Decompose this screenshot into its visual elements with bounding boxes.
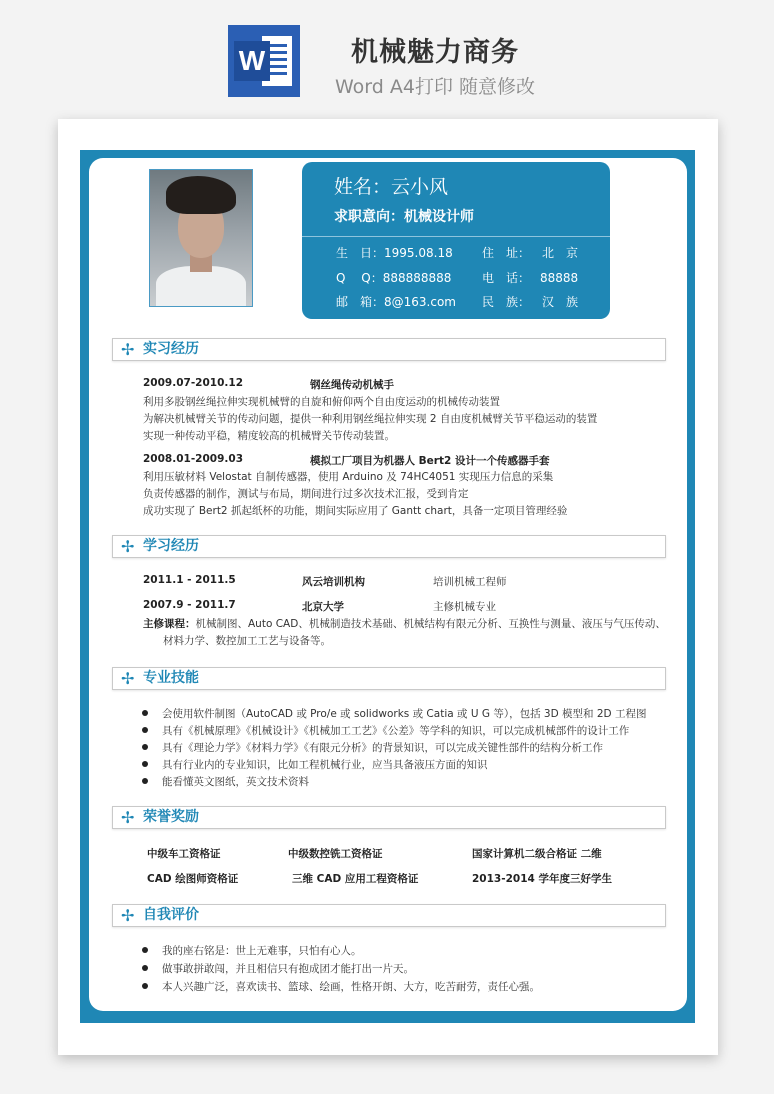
info-phone: 88888 (540, 271, 579, 285)
award-item: 2013-2014 学年度三好学生 (472, 873, 612, 885)
internship-line: 利用压敏材料 Velostat 自制传感器，使用 Arduino 及 74HC4051 实现压力信息的采集 (143, 471, 554, 483)
section-skills-header (112, 667, 666, 690)
skill-item: 具有《机械原理》《机械设计》《机械加工工艺》《公差》等学科的知识，可以完成机械部件的设计工作 (162, 725, 630, 737)
internship-role: 模拟工厂项目为机器人 Bert2 设计一个传感器手套 (310, 455, 550, 467)
info-birthday: 1995.08.18 (384, 246, 453, 260)
self-eval-item: 做事敢拼敢闯，并且相信只有抱成团才能打出一片天。 (162, 963, 414, 975)
info-label: 生 日： (336, 246, 385, 260)
skill-item: 具有《理论力学》《材料力学》《有限元分析》的背景知识，可以完成关键性部件的结构分析工作 (162, 742, 603, 754)
education-school: 北京大学 (302, 601, 344, 613)
section-title: 实习经历 (143, 341, 199, 357)
profile-intent: 求职意向：机械设计师 (334, 209, 474, 225)
bullet-icon (142, 761, 148, 767)
info-ethnicity: 汉 族 (542, 295, 579, 309)
award-item: 三维 CAD 应用工程资格证 (292, 873, 419, 885)
plus-cross-icon: ✢ (121, 340, 135, 359)
info-qq: 888888888 (382, 271, 452, 285)
bullet-icon (142, 983, 148, 989)
courses-line (143, 616, 666, 631)
bullet-icon (142, 744, 148, 750)
internship-line: 负责传感器的制作，测试与布局，期间进行过多次技术汇报，受到肯定 (143, 488, 469, 500)
courses-line-2: 材料力学、数控加工工艺与设备等。 (163, 635, 331, 647)
education-date: 2011.1 - 2011.5 (143, 574, 236, 586)
section-title: 荣誉奖励 (143, 809, 199, 825)
section-education-header (112, 535, 666, 558)
award-item: 国家计算机二级合格证 二维 (472, 848, 602, 860)
info-label: Q Q： (336, 271, 383, 285)
skill-item: 具有行业内的专业知识，比如工程机械行业，应当具备液压方面的知识 (162, 759, 488, 771)
award-item: 中级数控铣工资格证 (288, 848, 383, 860)
education-major: 主修机械专业 (433, 601, 496, 613)
internship-line: 利用多股钢丝绳拉伸实现机械臂的自旋和俯仰两个自由度运动的机械传动装置 (143, 396, 500, 408)
courses-label: 主修课程： (143, 618, 196, 630)
internship-date: 2009.07-2010.12 (143, 377, 244, 389)
section-awards-header (112, 806, 666, 829)
self-eval-item: 我的座右铭是：世上无难事，只怕有心人。 (162, 945, 362, 957)
bullet-icon (142, 710, 148, 716)
bullet-icon (142, 965, 148, 971)
plus-cross-icon: ✢ (121, 808, 135, 827)
internship-role: 钢丝绳传动机械手 (310, 379, 394, 391)
section-title: 专业技能 (143, 670, 199, 686)
section-title: 学习经历 (143, 538, 199, 554)
internship-date: 2008.01-2009.03 (143, 453, 244, 465)
self-eval-item: 本人兴趣广泛，喜欢读书、篮球、绘画，性格开朗、大方，吃苦耐劳，责任心强。 (162, 981, 540, 993)
internship-line: 实现一种传动平稳，精度较高的机械臂关节传动装置。 (143, 430, 395, 442)
info-label: 邮 箱： (336, 295, 385, 309)
bullet-icon (142, 727, 148, 733)
plus-cross-icon: ✢ (121, 537, 135, 556)
word-logo (228, 25, 300, 97)
profile-name: 姓名：云小风 (334, 176, 449, 198)
banner-title: 机械魅力商务 (351, 37, 519, 68)
plus-cross-icon: ✢ (121, 906, 135, 925)
internship-line: 成功实现了 Bert2 抓起纸杯的功能，期间实际应用了 Gantt chart，具备一定项目管理经验 (143, 505, 568, 517)
courses-text: 机械制图、Auto CAD、机械制造技术基础、机械结构有限元分析、互换性与测量、液压与气压传动、 (195, 618, 666, 630)
education-major: 培训机械工程师 (433, 576, 507, 588)
profile-info-box (302, 162, 610, 319)
plus-cross-icon: ✢ (121, 669, 135, 688)
award-item: 中级车工资格证 (147, 848, 221, 860)
education-date: 2007.9 - 2011.7 (143, 599, 236, 611)
section-internship-header (112, 338, 666, 361)
info-label: 住 址： (482, 246, 531, 260)
bullet-icon (142, 947, 148, 953)
info-email: 8@163.com (384, 295, 456, 309)
internship-line: 为解决机械臂关节的传动问题，提供一种利用钢丝绳拉伸实现 2 自由度机械臂关节平稳运动的装置 (143, 413, 598, 425)
info-address: 北 京 (542, 246, 579, 260)
section-title: 自我评价 (143, 907, 199, 923)
bullet-icon (142, 778, 148, 784)
section-self-eval-header (112, 904, 666, 927)
award-item: CAD 绘图师资格证 (147, 873, 239, 885)
info-label: 电 话： (482, 271, 531, 285)
profile-photo (149, 169, 253, 307)
banner-subtitle: Word A4打印 随意修改 (334, 76, 535, 98)
skill-item: 会使用软件制图（AutoCAD 或 Pro/e 或 solidworks 或 Catia 或 U G 等），包括 3D 模型和 2D 工程图 (162, 708, 647, 720)
education-school: 风云培训机构 (302, 576, 365, 588)
word-letter: W (234, 41, 270, 81)
skill-item: 能看懂英文图纸，英文技术资料 (162, 776, 309, 788)
info-label: 民 族： (482, 295, 531, 309)
